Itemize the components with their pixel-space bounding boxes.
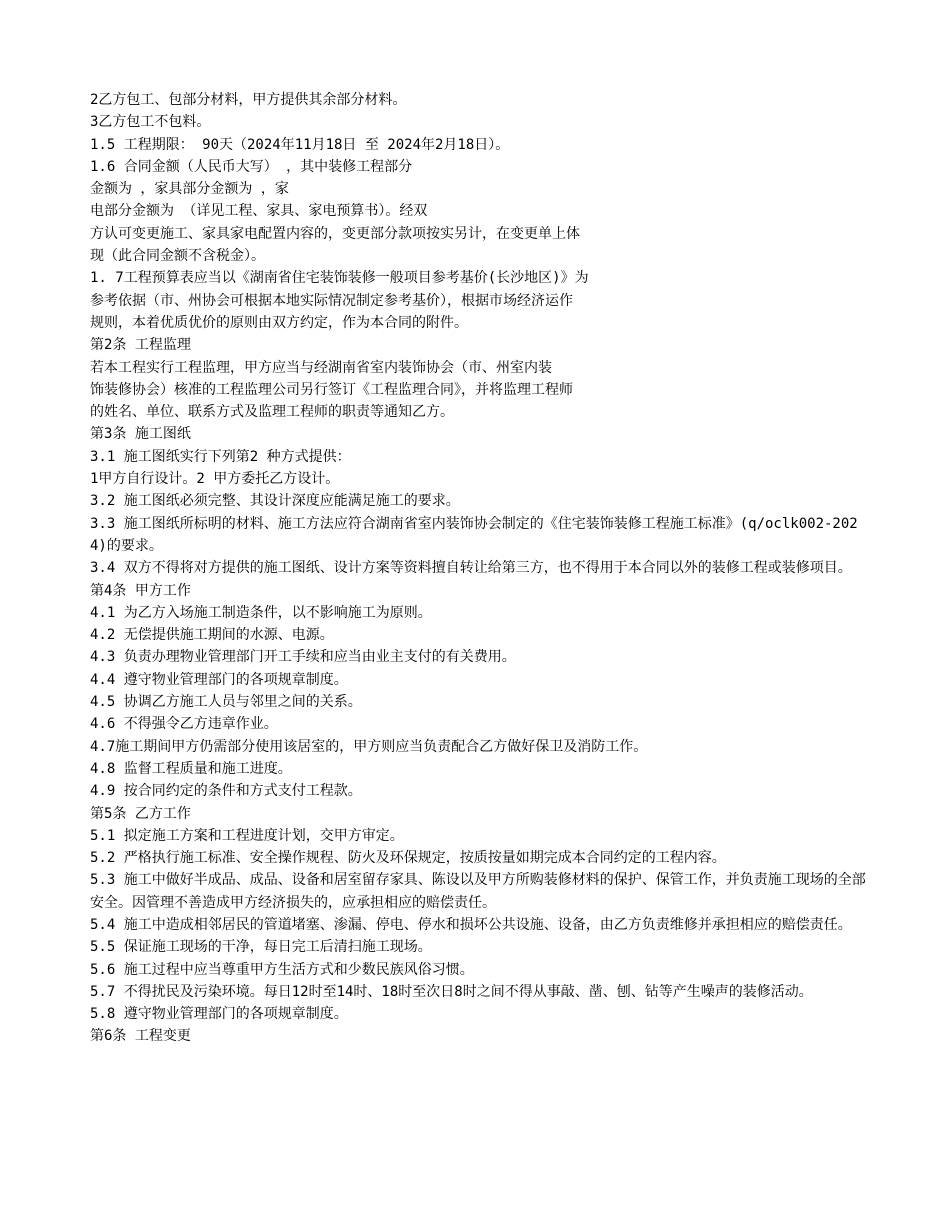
text-line: 4.6 不得强令乙方违章作业。 (90, 716, 278, 733)
text-line: 5.3 施工中做好半成品、成品、设备和居室留存家具、陈设以及甲方所购装修材料的保护、保管工作，并负责施工现场的全部安全。因管理不善造成甲方经济损失的，应承担相应的赔偿责任。 (90, 872, 866, 911)
text-line: 3.3 施工图纸所标明的材料、施工方法应符合湖南省室内装饰协会制定的《住宅装饰装修工程施工标准》(q/oclk002-2024)的要求。 (90, 515, 858, 554)
text-line: 5.8 遵守物业管理部门的各项规章制度。 (90, 1006, 348, 1023)
section-heading: 第2条 工程监理 (90, 337, 191, 354)
text-line: 4.5 协调乙方施工人员与邻里之间的关系。 (90, 694, 362, 711)
text-line: 规则，本着优质优价的原则由双方约定，作为本合同的附件。 (90, 314, 468, 331)
text-line: 1. 7工程预算表应当以《湖南省住宅装饰装修一般项目参考基价(长沙地区)》为 (90, 270, 589, 287)
text-line: 5.2 严格执行施工标准、安全操作规程、防火及环保规定，按质按量如期完成本合同约定的工程内容。 (90, 850, 726, 867)
text-line: 方认可变更施工、家具家电配置内容的，变更部分款项按实另计，在变更单上体 (90, 225, 580, 242)
text-line: 5.6 施工过程中应当尊重甲方生活方式和少数民族风俗习惯。 (90, 961, 474, 978)
text-line: 3.2 施工图纸必须完整、其设计深度应能满足施工的要求。 (90, 493, 460, 510)
text-line: 4.7施工期间甲方仍需部分使用该居室的，甲方则应当负责配合乙方做好保卫及消防工作。 (90, 738, 648, 755)
text-line: 4.9 按合同约定的条件和方式支付工程款。 (90, 783, 362, 800)
text-line: 5.4 施工中造成相邻居民的管道堵塞、渗漏、停电、停水和损坏公共设施、设备，由乙方负责维修并承担相应的赔偿责任。 (90, 916, 852, 933)
text-line: 电部分金额为 （详见工程、家具、家电预算书）。经双 (90, 203, 428, 220)
section-heading: 第6条 工程变更 (90, 1028, 191, 1045)
text-line: 2乙方包工、包部分材料，甲方提供其余部分材料。 (90, 92, 407, 108)
text-line: 1.6 合同金额（人民币大写） ，其中装修工程部分 (90, 158, 413, 175)
text-line: 5.1 拟定施工方案和工程进度计划，交甲方审定。 (90, 827, 404, 844)
text-line: 1甲方自行设计。2 甲方委托乙方设计。 (90, 471, 340, 488)
text-line: 4.3 负责办理物业管理部门开工手续和应当由业主支付的有关费用。 (90, 649, 516, 666)
text-line: 4.4 遵守物业管理部门的各项规章制度。 (90, 671, 348, 688)
text-line: 参考依据（市、州协会可根据本地实际情况制定参考基价），根据市场经济运作 (90, 292, 573, 309)
text-line: 若本工程实行工程监理，甲方应当与经湖南省室内装饰协会（市、州室内装 (90, 359, 552, 376)
contract-page (90, 89, 870, 1048)
text-line: 5.5 保证施工现场的干净，每日完工后清扫施工现场。 (90, 939, 432, 956)
text-line: 1.5 工程期限： 90天（2024年11月18日 至 2024年2月18日）。 (90, 136, 510, 153)
text-line: 3.1 施工图纸实行下列第2 种方式提供： (90, 448, 351, 465)
text-line: 3乙方包工不包料。 (90, 114, 211, 131)
text-line: 4.8 监督工程质量和施工进度。 (90, 760, 292, 777)
text-line: 现（此合同金额不含税金）。 (90, 248, 265, 265)
text-line: 的姓名、单位、联系方式及监理工程师的职责等通知乙方。 (90, 404, 454, 421)
section-heading: 第3条 施工图纸 (90, 426, 191, 443)
text-line: 金额为 ，家具部分金额为 ，家 (90, 181, 289, 198)
text-line: 饰装修协会）核准的工程监理公司另行签订《工程监理合同》，并将监理工程师 (90, 381, 573, 398)
text-line: 5.7 不得扰民及污染环境。每日12时至14时、18时至次日8时之间不得从事敲、凿、刨、钻等产生噪声的装修活动。 (90, 983, 813, 1000)
text-line: 4.1 为乙方入场施工制造条件，以不影响施工为原则。 (90, 604, 432, 621)
section-heading: 第5条 乙方工作 (90, 805, 191, 822)
section-heading: 第4条 甲方工作 (90, 582, 191, 599)
text-line: 3.4 双方不得将对方提供的施工图纸、设计方案等资料擅自转让给第三方，也不得用于本合同以外的装修工程或装修项目。 (90, 560, 852, 577)
text-line: 4.2 无偿提供施工期间的水源、电源。 (90, 627, 334, 644)
